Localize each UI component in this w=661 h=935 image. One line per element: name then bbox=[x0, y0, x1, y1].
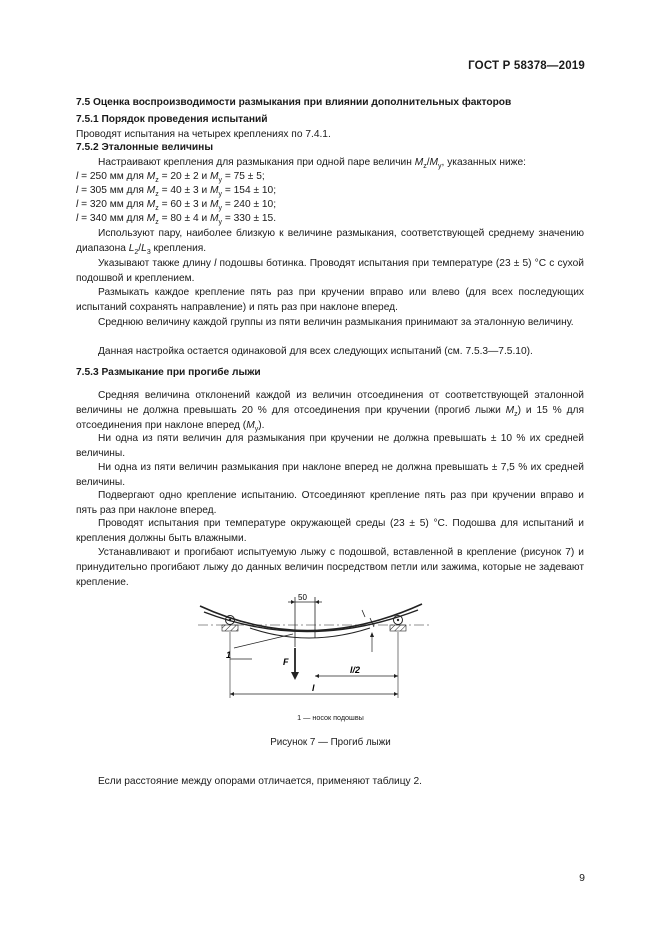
force-label: F bbox=[283, 657, 289, 667]
paragraph-pair: Используют пару, наиболее близкую к величине размыкания, соответствующей среднему значению диапазона $L_2/L_3$ крепления. bbox=[76, 228, 584, 257]
settings-row-4: l = 340 мм для $M_z = 80 \pm 4$ и $M_y = 330 \pm 15$. bbox=[76, 213, 277, 227]
paragraph-install: Устанавливают и прогибают испытуемую лыжу с подошвой, вставленной в крепление (рисунок 7) и принудительно прогибают лыжу до данных величин посредством петли или зажима, которые не задевают крепление. bbox=[76, 547, 584, 588]
page-number: 9 bbox=[579, 872, 585, 884]
ski-bending-diagram bbox=[190, 592, 450, 712]
paragraph-release: Размыкать каждое крепление пять раз при кручении вправо или влево (для всех последующих испытаний сохранять направление) и пять раз при наклоне вперед. bbox=[76, 287, 584, 313]
paragraph-test-binding: Подвергают одно крепление испытанию. Отсоединяют крепление пять раз при кручении вправо и пять раз при наклоне вперед. bbox=[76, 490, 584, 516]
subsection-7-5-1-text: Проводят испытания на четырех креплениях по 7.4.1. bbox=[76, 129, 331, 140]
full-length-label: l bbox=[312, 683, 315, 693]
callout-leader-1 bbox=[234, 634, 293, 648]
paragraph-torsion-limit: Ни одна из пяти величин для размыкания при кручении не должна превышать ± 10 % их средней величины. bbox=[76, 433, 584, 459]
paragraph-setting: Данная настройка остается одинаковой для всех следующих испытаний (см. 7.5.3—7.5.10). bbox=[98, 346, 533, 357]
paragraph-forward-limit: Ни одна из пяти величин размыкания при наклоне вперед не должна превышать ± 7,5 % их средней величины. bbox=[76, 462, 584, 488]
half-length-label: l/2 bbox=[350, 665, 361, 675]
dimension-50-label: 50 bbox=[298, 593, 307, 602]
paragraph-deviation: Средняя величина отклонений каждой из величин отсоединения от соответствующей эталонной величины не должна превышать 20 % для отсоединения при кручении (прогиб лыжи $M_z$) и 15 % для отсоединения при наклоне вперед $(M_y)$. bbox=[76, 390, 585, 434]
section-title: 7.5 Оценка воспроизводимости размыкания при влиянии дополнительных факторов bbox=[76, 97, 512, 108]
settings-row-1: l = 250 мм для $M_z = 20 \pm 2$ и $M_y = 75 \pm 5$; bbox=[76, 171, 265, 185]
closing-paragraph: Если расстояние между опорами отличается, применяют таблицу 2. bbox=[98, 776, 422, 787]
settings-row-3: l = 320 мм для $M_z = 60 \pm 3$ и $M_y = 240 \pm 10$; bbox=[76, 199, 277, 213]
paragraph-mean: Среднюю величину каждой группы из пяти величин размыкания принимают за эталонную величину. bbox=[98, 317, 574, 328]
paragraph-temperature: Проводят испытания при температуре окружающей среды (23 ± 5) °С. Подошва для испытаний и крепления должны быть влажными. bbox=[76, 518, 584, 544]
force-arrow-icon bbox=[291, 672, 299, 680]
subsection-7-5-3-title: 7.5.3 Размыкание при прогибе лыжи bbox=[76, 367, 261, 378]
subsection-7-5-1-title: 7.5.1 Порядок проведения испытаний bbox=[76, 114, 268, 125]
callout-label-1: 1 bbox=[226, 650, 232, 660]
ski-shape bbox=[200, 604, 422, 638]
subsection-7-5-2-title: 7.5.2 Эталонные величины bbox=[76, 142, 214, 153]
figure-caption: Рисунок 7 — Прогиб лыжи bbox=[270, 737, 391, 748]
figure-legend: 1 — носок подошвы bbox=[297, 713, 364, 722]
settings-intro: Настраивают крепления для размыкания при одной паре величин $M_z/M_y$, указанных ниже: bbox=[98, 157, 526, 171]
document-code: ГОСТ Р 58378—2019 bbox=[468, 60, 585, 72]
paragraph-length: Указывают также длину l подошвы ботинка. Проводят испытания при температуре (23 ± 5) °С с сухой подошвой и креплением. bbox=[76, 258, 584, 284]
settings-row-2: l = 305 мм для $M_z = 40 \pm 3$ и $M_y = 154 \pm 10$; bbox=[76, 185, 277, 199]
right-support-icon bbox=[390, 616, 406, 632]
